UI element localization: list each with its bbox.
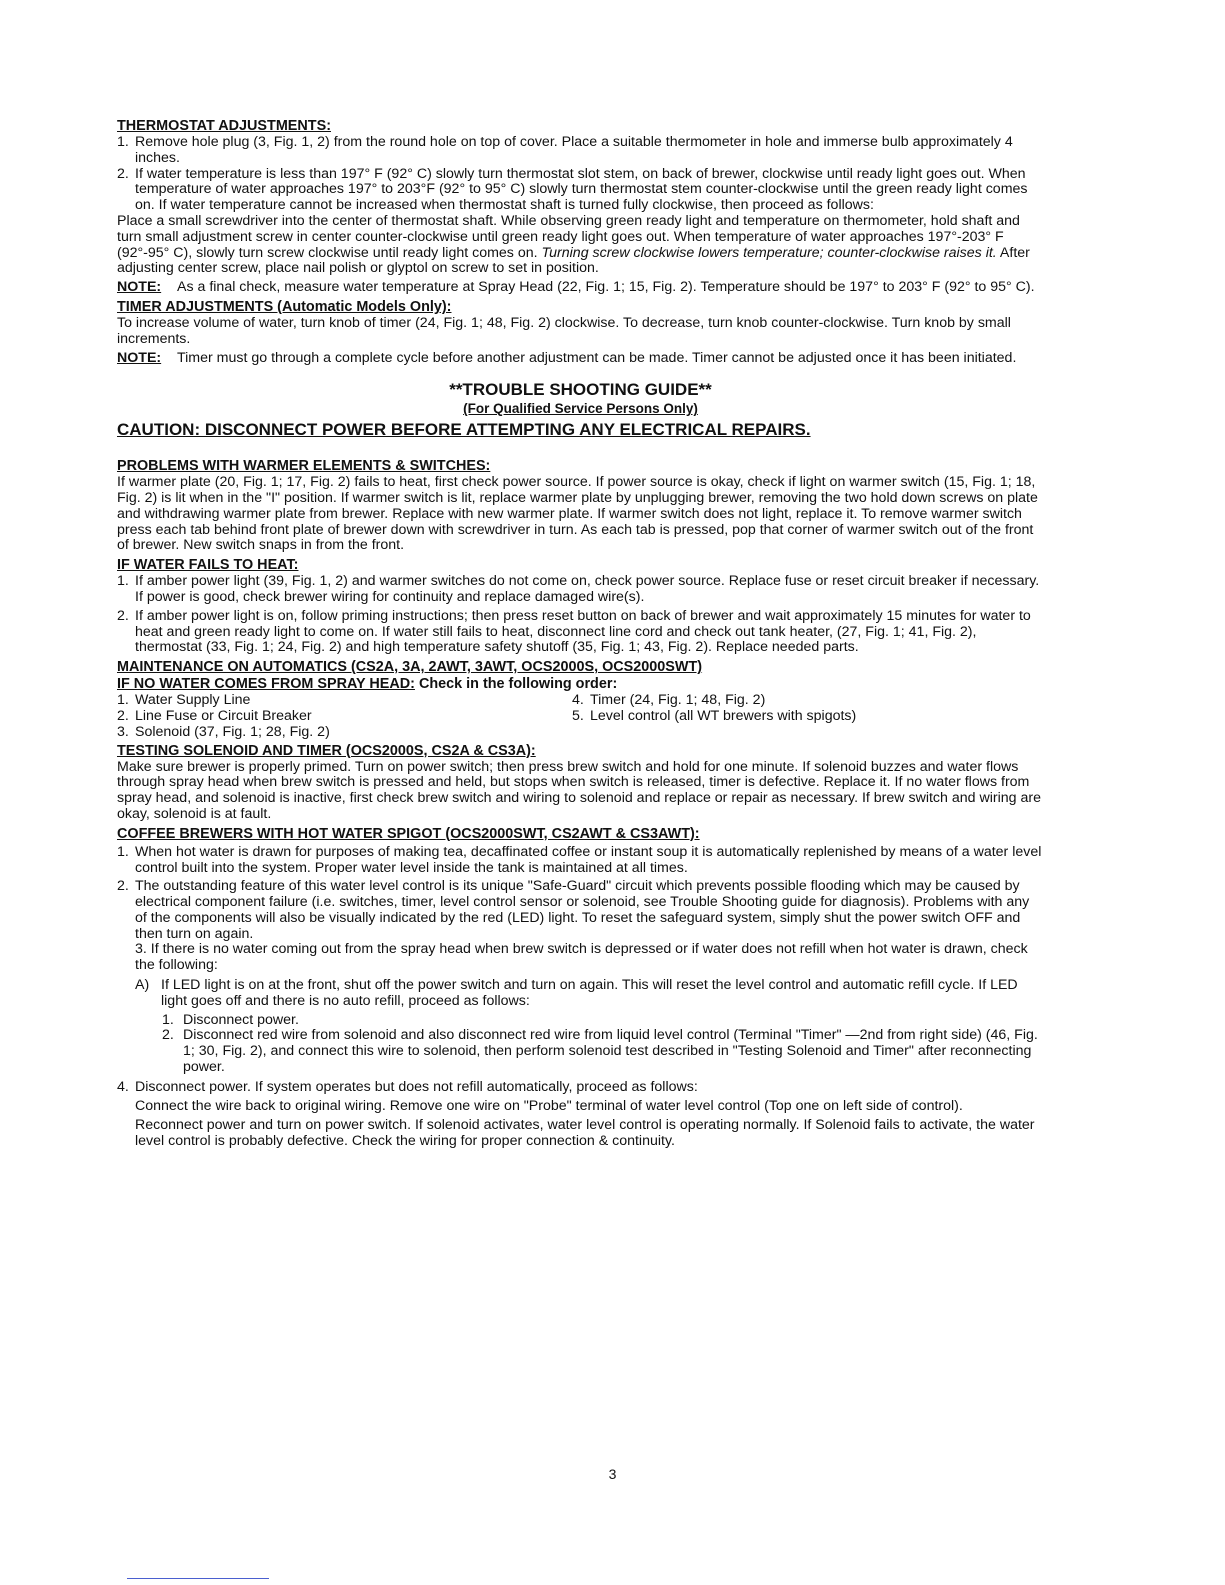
item-text: If amber power light (39, Fig. 1, 2) and warmer switches do not come on, check power source. Replace fuse or reset circuit breaker if necessary. If power is good, check brewer wiring for continuity and replace damaged wire(s).: [135, 573, 1040, 605]
item-number: 2.: [162, 1027, 174, 1044]
spigot-step-a: [117, 978, 1044, 1010]
timer-paragraph: To increase volume of water, turn knob of timer (24, Fig. 1; 48, Fig. 2) clockwise. To decrease, turn knob counter-clockwise. Turn knob by small increments.: [117, 314, 1011, 347]
item-text: Solenoid (37, Fig. 1; 28, Fig. 2): [135, 723, 330, 740]
footer-rule: [127, 1578, 269, 1579]
spray-section: [117, 676, 1044, 740]
list-item: [117, 725, 572, 741]
list-item: [572, 693, 1027, 709]
note-text: Timer must go through a complete cycle before another adjustment can be made. Timer cannot be adjusted once it has been initiated.: [177, 349, 1017, 366]
list-item: [117, 709, 572, 725]
item-text: Disconnect red wire from solenoid and also disconnect red wire from liquid level control (Terminal "Timer" —2nd from right side) (46, Fig. 1; 30, Fig. 2), and connect this wire to solenoid, then perform solenoid test described in "Testing Solenoid and Timer" after reconnecting power.: [183, 1027, 1038, 1076]
check-column-right: [572, 693, 1027, 740]
guide-title: **TROUBLE SHOOTING GUIDE**: [449, 380, 712, 400]
item-number: 3.: [117, 723, 129, 740]
item-text: Water Supply Line: [135, 692, 251, 709]
spigot-item-4-para-1: Connect the wire back to original wiring. Remove one wire on "Probe" terminal of water level control (Top one on left side of control).: [135, 1097, 963, 1114]
item-number: 4.: [572, 692, 584, 709]
item-number: 2.: [117, 165, 129, 182]
item-number: 2.: [117, 707, 129, 724]
list-item: [117, 1080, 1044, 1096]
paragraph-text: After adjusting center screw, place nail polish or glyptol on screw to set in position.: [117, 244, 1030, 277]
thermostat-section: [117, 118, 1044, 296]
item-text: Timer (24, Fig. 1; 48, Fig. 2): [590, 692, 766, 709]
solenoid-paragraph: Make sure brewer is properly primed. Turn on power switch; then press brew switch and hold for one minute. If solenoid buzzes and water flows through spray head when brew switch is pressed and held, but stops when switch is released, timer is defective. Replace it. If no water flows from spray head, and solenoid is inactive, first check brew switch and wiring to solenoid and replace or repair as necessary. If brew switch and wiring are okay, solenoid is at fault.: [117, 758, 1041, 822]
warmer-section: [117, 458, 1044, 554]
spray-heading-row: [117, 676, 1044, 693]
item-text: If LED light is on at the front, shut off the power switch and turn on again. This will reset the level control and automatic refill cycle. If LED light goes off and there is no auto refill, proceed as follows:: [161, 977, 1018, 1009]
spigot-section: [117, 826, 1044, 1150]
item-text: Line Fuse or Circuit Breaker: [135, 707, 312, 724]
list-item: [572, 709, 1027, 725]
note-label: NOTE:: [117, 279, 162, 296]
timer-section: [117, 299, 1044, 366]
timer-note: [117, 351, 1044, 367]
paragraph-emphasis: Turning screw clockwise lowers temperature; counter-clockwise raises it.: [541, 244, 997, 261]
item-text: Remove hole plug (3, Fig. 1, 2) from the round hole on top of cover. Place a suitable thermometer in hole and immerse bulb approximately 4 inches.: [135, 134, 1013, 166]
item-number: A): [135, 977, 150, 994]
list-item: [117, 1013, 1044, 1029]
item-number: 1.: [117, 134, 129, 150]
list-item: [117, 135, 1044, 167]
solenoid-section: [117, 743, 1044, 823]
spigot-item-4-para-2: Reconnect power and turn on power switch. If solenoid activates, water level control is operating normally. If Solenoid fails to activate, the water level control is probably defective. Check the wiring for proper connection & continuity.: [135, 1117, 1035, 1150]
caution-banner: CAUTION: DISCONNECT POWER BEFORE ATTEMPTING ANY ELECTRICAL REPAIRS.: [117, 420, 811, 440]
paragraph-text: Place a small screwdriver into the center of thermostat shaft. While observing green ready light and temperature on thermometer, hold shaft and turn small adjustment screw in center counter-clockwise until green ready light goes out. When temperature of water approaches 197°-203° F (92°-95° C), slowly turn screw clockwise until ready light comes on.: [117, 212, 1020, 261]
thermostat-steps: [117, 135, 1044, 214]
heat-steps: [117, 574, 1044, 656]
maintenance-heading: MAINTENANCE ON AUTOMATICS (CS2A, 3A, 2AWT, 3AWT, OCS2000S, OCS2000SWT): [117, 659, 703, 676]
spigot-item-3: 3. If there is no water coming out from the spray head when brew switch is depressed or if water does not refill when hot water is drawn, check the following:: [135, 941, 1028, 974]
warmer-paragraph: If warmer plate (20, Fig. 1; 17, Fig. 2) fails to heat, first check power source. If power source is okay, check if light on warmer switch (15, Fig. 1; 18, Fig. 2) is lit when in the "I" position. If warmer switch is lit, replace warmer plate by unplugging brewer, removing the two hold down screws on plate and withdrawing warmer plate from brewer. Replace with new warmer plate. If warmer switch does not light, replace it. To remove warmer switch press each tab behind front plate of brewer down with screwdriver in turn. As each tab is pressed, pop that corner of warmer switch out of the front of brewer. New switch snaps in from the front.: [117, 474, 1038, 554]
spray-heading: IF NO WATER COMES FROM SPRAY HEAD:: [117, 676, 415, 693]
item-text: The outstanding feature of this water level control is its unique "Safe-Guard" circuit which prevents possible flooding which may be caused by electrical component failure (i.e. switches, timer, level control sensor or solenoid, see Trouble Shooting guide for diagnosis). Problems with any of the components will also be visually indicated by the red (LED) light. To reset the safeguard system, simply shut the power switch OFF and then turn on again.: [135, 878, 1030, 942]
item-number: 5.: [572, 707, 584, 724]
heat-heading: IF WATER FAILS TO HEAT:: [117, 557, 299, 574]
list-item: [117, 574, 1044, 606]
list-item: [117, 167, 1044, 214]
page-number: 3: [608, 1466, 617, 1482]
manual-page: [117, 118, 1044, 1150]
item-number: 4.: [117, 1078, 129, 1095]
solenoid-heading: TESTING SOLENOID AND TIMER (OCS2000S, CS2A & CS3A):: [117, 742, 536, 759]
check-column-left: [117, 693, 572, 740]
item-text: If water temperature is less than 197° F (92° C) slowly turn thermostat slot stem, on back of brewer, clockwise until ready light goes out. When temperature of water approaches 197° to 203°F (92° to 95° C) slowly turn thermostat stem counter-clockwise until the green ready light comes on. If water temperature cannot be increased when thermostat shaft is turned fully clockwise, then proceed as follows:: [135, 165, 1028, 214]
item-text: Disconnect power.: [183, 1011, 299, 1028]
list-item: [117, 693, 572, 709]
list-item: [117, 1028, 1044, 1075]
item-text: If amber power light is on, follow priming instructions; then press reset button on back of brewer and wait approximately 15 minutes for water to heat and green ready light to come on. If water still fails to heat, disconnect line cord and check out tank heater, (27, Fig. 1; 41, Fig. 2), thermostat (33, Fig. 1; 24, Fig. 2) and high temperature safety shutoff (35, Fig. 1; 43, Fig. 2). Replace needed parts.: [135, 607, 1031, 656]
item-number: 1.: [117, 692, 129, 709]
guide-subtitle: (For Qualified Service Persons Only): [463, 401, 698, 417]
spray-check-columns: [117, 693, 1044, 740]
item-number: 1.: [162, 1011, 174, 1028]
item-text: Disconnect power. If system operates but does not refill automatically, proceed as follows:: [135, 1078, 698, 1095]
item-number: 2.: [117, 607, 129, 624]
thermostat-paragraph: [117, 214, 1044, 277]
warmer-heading: PROBLEMS WITH WARMER ELEMENTS & SWITCHES:: [117, 458, 491, 475]
spray-heading-tail: Check in the following order:: [418, 676, 618, 693]
item-number: 1.: [117, 843, 129, 860]
list-item: [117, 845, 1044, 877]
thermostat-heading: THERMOSTAT ADJUSTMENTS:: [117, 118, 331, 134]
note-label: NOTE:: [117, 349, 162, 366]
timer-heading: TIMER ADJUSTMENTS (Automatic Models Only):: [117, 298, 452, 315]
item-number: 1.: [117, 573, 129, 590]
heat-section: [117, 557, 1044, 656]
list-item: [117, 609, 1044, 656]
note-text: As a final check, measure water temperature at Spray Head (22, Fig. 1; 15, Fig. 2). Temperature should be 197° to 203° F (92° to 95° C).: [177, 279, 1035, 296]
list-item: [117, 879, 1044, 942]
spigot-heading: COFFEE BREWERS WITH HOT WATER SPIGOT (OCS2000SWT, CS2AWT & CS3AWT):: [117, 825, 700, 842]
item-text: Level control (all WT brewers with spigots): [590, 707, 857, 724]
item-text: When hot water is drawn for purposes of making tea, decaffinated coffee or instant soup it is automatically replenished by means of a water level control built into the system. Proper water level inside the tank is maintained at all times.: [135, 843, 1042, 876]
thermostat-note: [117, 280, 1044, 296]
item-number: 2.: [117, 878, 129, 895]
